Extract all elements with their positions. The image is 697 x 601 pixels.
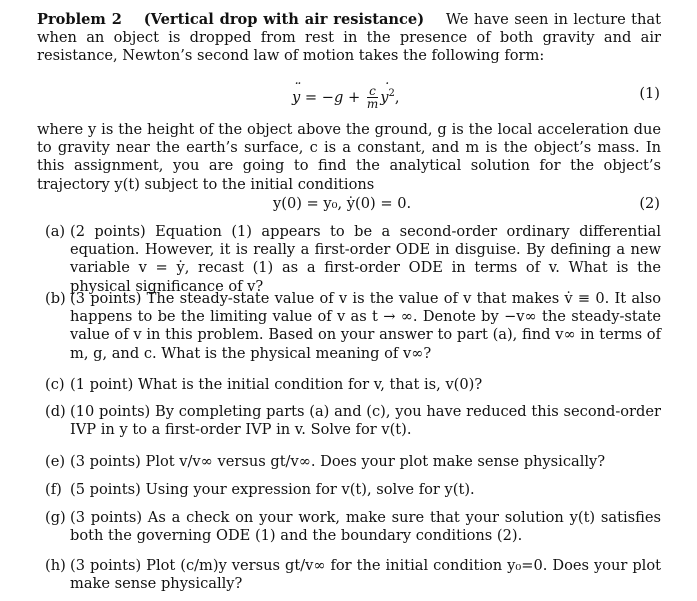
part-e	[45, 453, 661, 471]
part-c	[45, 376, 661, 394]
part-d-text: (10 points) By completing parts (a) and (c), you have reduced this second-order IVP in y to a first-order IVP in v. Solve for v(t).	[70, 403, 661, 439]
part-b-label: (b)	[45, 290, 66, 307]
problem-header	[37, 11, 661, 66]
problem-intro: We have seen in lecture that when an object is dropped from rest in the presence of both gravity and air resistance, Newton’s second law of motion takes the following form:	[37, 11, 661, 65]
part-a-label: (a)	[45, 223, 66, 240]
part-f-label: (f)	[45, 481, 62, 498]
part-b	[45, 290, 661, 363]
part-a-text: (2 points) Equation (1) appears to be a second-order ordinary differential equation. However, it is really a first-order ODE in disguise. By defining a new variable v = ẏ, recast (1) as a first-order ODE in terms of v. What is the physical significance of v?	[70, 223, 661, 295]
part-e-label: (e)	[45, 453, 66, 470]
problem-subtitle: (Vertical drop with air resistance)	[143, 11, 425, 28]
part-f-text: (5 points) Using your expression for v(t), solve for y(t).	[70, 481, 475, 498]
part-g-label: (g)	[45, 509, 66, 526]
equation-1-number: (1)	[639, 85, 660, 102]
part-h	[45, 557, 661, 593]
part-h-label: (h)	[45, 557, 66, 574]
equation-1: ¨ y = −g + $\frac{c}{m}$ ˙ $y^2$,	[292, 85, 400, 110]
part-g-text: (3 points) As a check on your work, make sure that your solution y(t) satisfies both the governing ODE (1) and the boundary conditions (2).	[70, 509, 661, 545]
part-h-text: (3 points) Plot (c/m)y versus gt/v∞ for the initial condition y₀=0. Does your plot make sense physically?	[70, 557, 661, 593]
equation-2: y(0) = y₀, ẏ(0) = 0.	[273, 195, 412, 212]
problem-description: where y is the height of the object above the ground, g is the local acceleration due to gravity near the earth’s surface, c is a constant, and m is the object’s mass. In this assignment, you are going to find the analytical solution for the object’s trajectory y(t) subject to the initial conditions	[37, 121, 661, 193]
part-b-text: (3 points) The steady-state value of v is the value of v that makes v̇ ≡ 0. It also happens to be the limiting value of v as t → ∞. Denote by −v∞ the steady-state value of v in this problem. Based on your answer to part (a), find v∞ in terms of m, g, and c. What is the physical meaning of v∞?	[70, 290, 661, 362]
part-g	[45, 509, 661, 545]
equation-2-number: (2)	[639, 195, 660, 212]
part-d-label: (d)	[45, 403, 66, 420]
part-d	[45, 403, 661, 439]
part-c-text: (1 point) What is the initial condition for v, that is, v(0)?	[70, 376, 483, 393]
part-a	[45, 223, 661, 296]
part-f	[45, 481, 661, 499]
problem-title: Problem 2	[37, 11, 122, 28]
part-e-text: (3 points) Plot v/v∞ versus gt/v∞. Does your plot make sense physically?	[70, 453, 606, 470]
part-c-label: (c)	[45, 376, 65, 393]
